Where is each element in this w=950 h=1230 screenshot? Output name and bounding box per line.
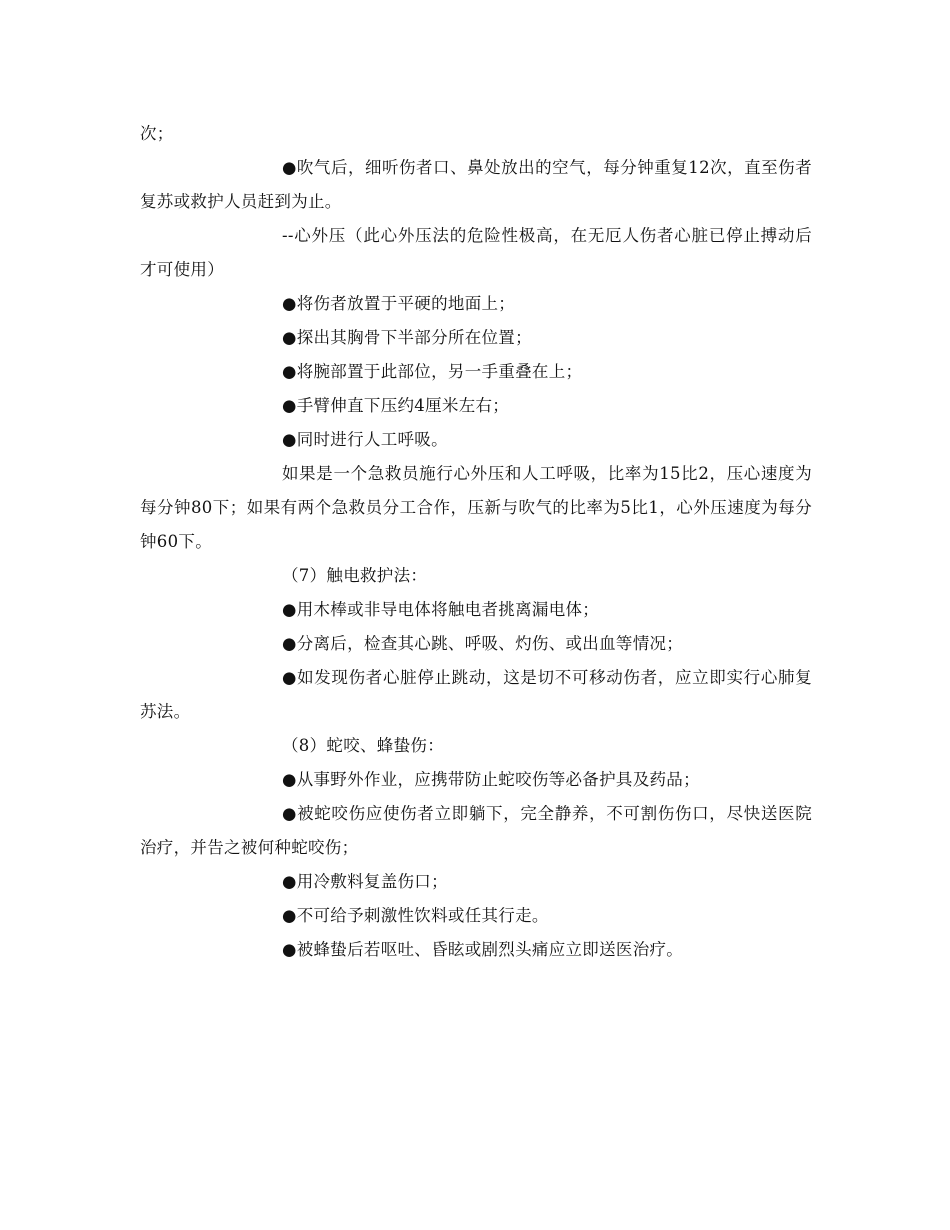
- bullet-paragraph: ●被蜂蛰后若呕吐、昏眩或剧烈头痛应立即送医治疗。: [282, 940, 684, 959]
- bullet-paragraph: ●将腕部置于此部位，另一手重叠在上；: [282, 362, 583, 381]
- section-heading-cpr: --心外压（此心外压法的危险性极高，在无厄人伤者心脏已停止搏动后才可使用）: [140, 226, 812, 279]
- bullet-paragraph: ●分离后，检查其心跳、呼吸、灼伤、或出血等情况；: [282, 634, 684, 653]
- section-heading-bites-stings: （8）蛇咬、蜂蛰伤：: [282, 736, 444, 755]
- document-body: [140, 117, 812, 967]
- bullet-paragraph: ●不可给予刺激性饮料或任其行走。: [282, 906, 549, 925]
- bullet-paragraph: ●将伤者放置于平硬的地面上；: [282, 294, 516, 313]
- body-paragraph: 如果是一个急救员施行心外压和人工呼吸，比率为15比2，压心速度为每分钟80下；如果有两个急救员分工合作，压新与吹气的比率为5比1，心外压速度为每分钟60下。: [140, 464, 812, 551]
- section-heading-electric-shock: （7）触电救护法：: [282, 566, 428, 585]
- bullet-paragraph: ●用木棒或非导电体将触电者挑离漏电体；: [282, 600, 600, 619]
- bullet-paragraph: ●探出其胸骨下半部分所在位置；: [282, 328, 532, 347]
- bullet-paragraph: ●用冷敷料复盖伤口；: [282, 872, 448, 891]
- bullet-paragraph: ●手臂伸直下压约4厘米左右；: [282, 396, 510, 415]
- bullet-paragraph: ●从事野外作业，应携带防止蛇咬伤等必备护具及药品；: [282, 770, 700, 789]
- bullet-paragraph: ●被蛇咬伤应使伤者立即躺下，完全静养，不可割伤伤口，尽快送医院治疗，并告之被何种蛇咬伤；: [140, 804, 812, 857]
- bullet-paragraph: ●同时进行人工呼吸。: [282, 430, 448, 449]
- bullet-paragraph: ●吹气后，细听伤者口、鼻处放出的空气，每分钟重复12次，直至伤者复苏或救护人员赶到为止。: [140, 158, 812, 211]
- paragraph-continuation: 次；: [140, 124, 174, 143]
- bullet-paragraph: ●如发现伤者心脏停止跳动，这是切不可移动伤者，应立即实行心肺复苏法。: [140, 668, 812, 721]
